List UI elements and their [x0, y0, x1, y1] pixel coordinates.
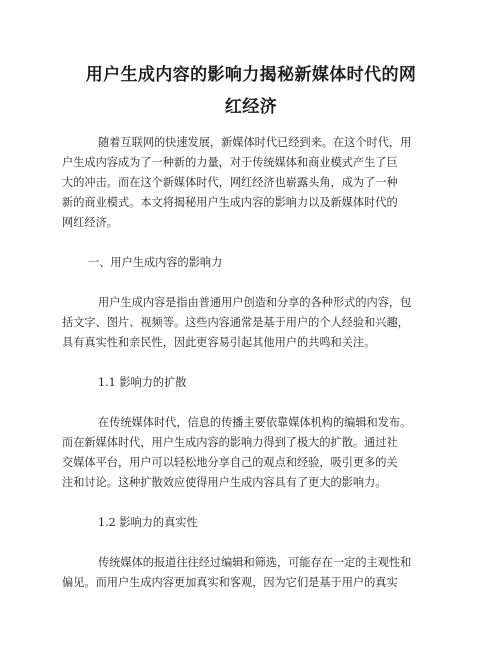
intro-line-3: 大的冲击。而在这个新媒体时代，网红经济也崭露头角，成为了一种 [62, 176, 398, 189]
section1-line-1: 用户生成内容是指由普通用户创造和分享的各种形式的内容，包 [98, 296, 412, 309]
subsection-heading: 1.2 影响力的真实性 [98, 516, 198, 529]
document-title-line-2: 红经济 [224, 97, 278, 117]
sub2-line-2: 偏见。而用户生成内容更加真实和客观，因为它们是基于用户的真实 [62, 576, 398, 589]
subsection-heading: 1.1 影响力的扩散 [98, 376, 187, 389]
document-title-line-1: 用户生成内容的影响力揭秘新媒体时代的网 [85, 65, 417, 85]
intro-line-4: 新的商业模式。本文将揭秘用户生成内容的影响力以及新媒体时代的 [62, 196, 398, 209]
section1-line-2: 括文字、图片、视频等。这些内容通常是基于用户的个人经验和兴趣， [62, 316, 409, 329]
sub2-line-1: 传统媒体的报道往往经过编辑和筛选，可能存在一定的主观性和 [98, 556, 412, 569]
section1-line-3: 具有真实性和亲民性，因此更容易引起其他用户的共鸣和关注。 [62, 336, 376, 349]
sub1-line-1: 在传统媒体时代，信息的传播主要依靠媒体机构的编辑和发布。 [98, 416, 412, 429]
section-heading: 一、用户生成内容的影响力 [88, 256, 223, 269]
intro-line-1: 随着互联网的快速发展，新媒体时代已经到来。在这个时代，用 [98, 136, 412, 149]
sub1-line-2: 而在新媒体时代，用户生成内容的影响力得到了极大的扩散。通过社 [62, 436, 398, 449]
sub1-line-4: 注和讨论。这种扩散效应使得用户生成内容具有了更大的影响力。 [62, 476, 387, 489]
intro-line-2: 户生成内容成为了一种新的力量，对于传统媒体和商业模式产生了巨 [62, 156, 398, 169]
sub1-line-3: 交媒体平台，用户可以轻松地分享自己的观点和经验，吸引更多的关 [62, 456, 398, 469]
intro-line-5: 网红经济。 [62, 216, 118, 229]
